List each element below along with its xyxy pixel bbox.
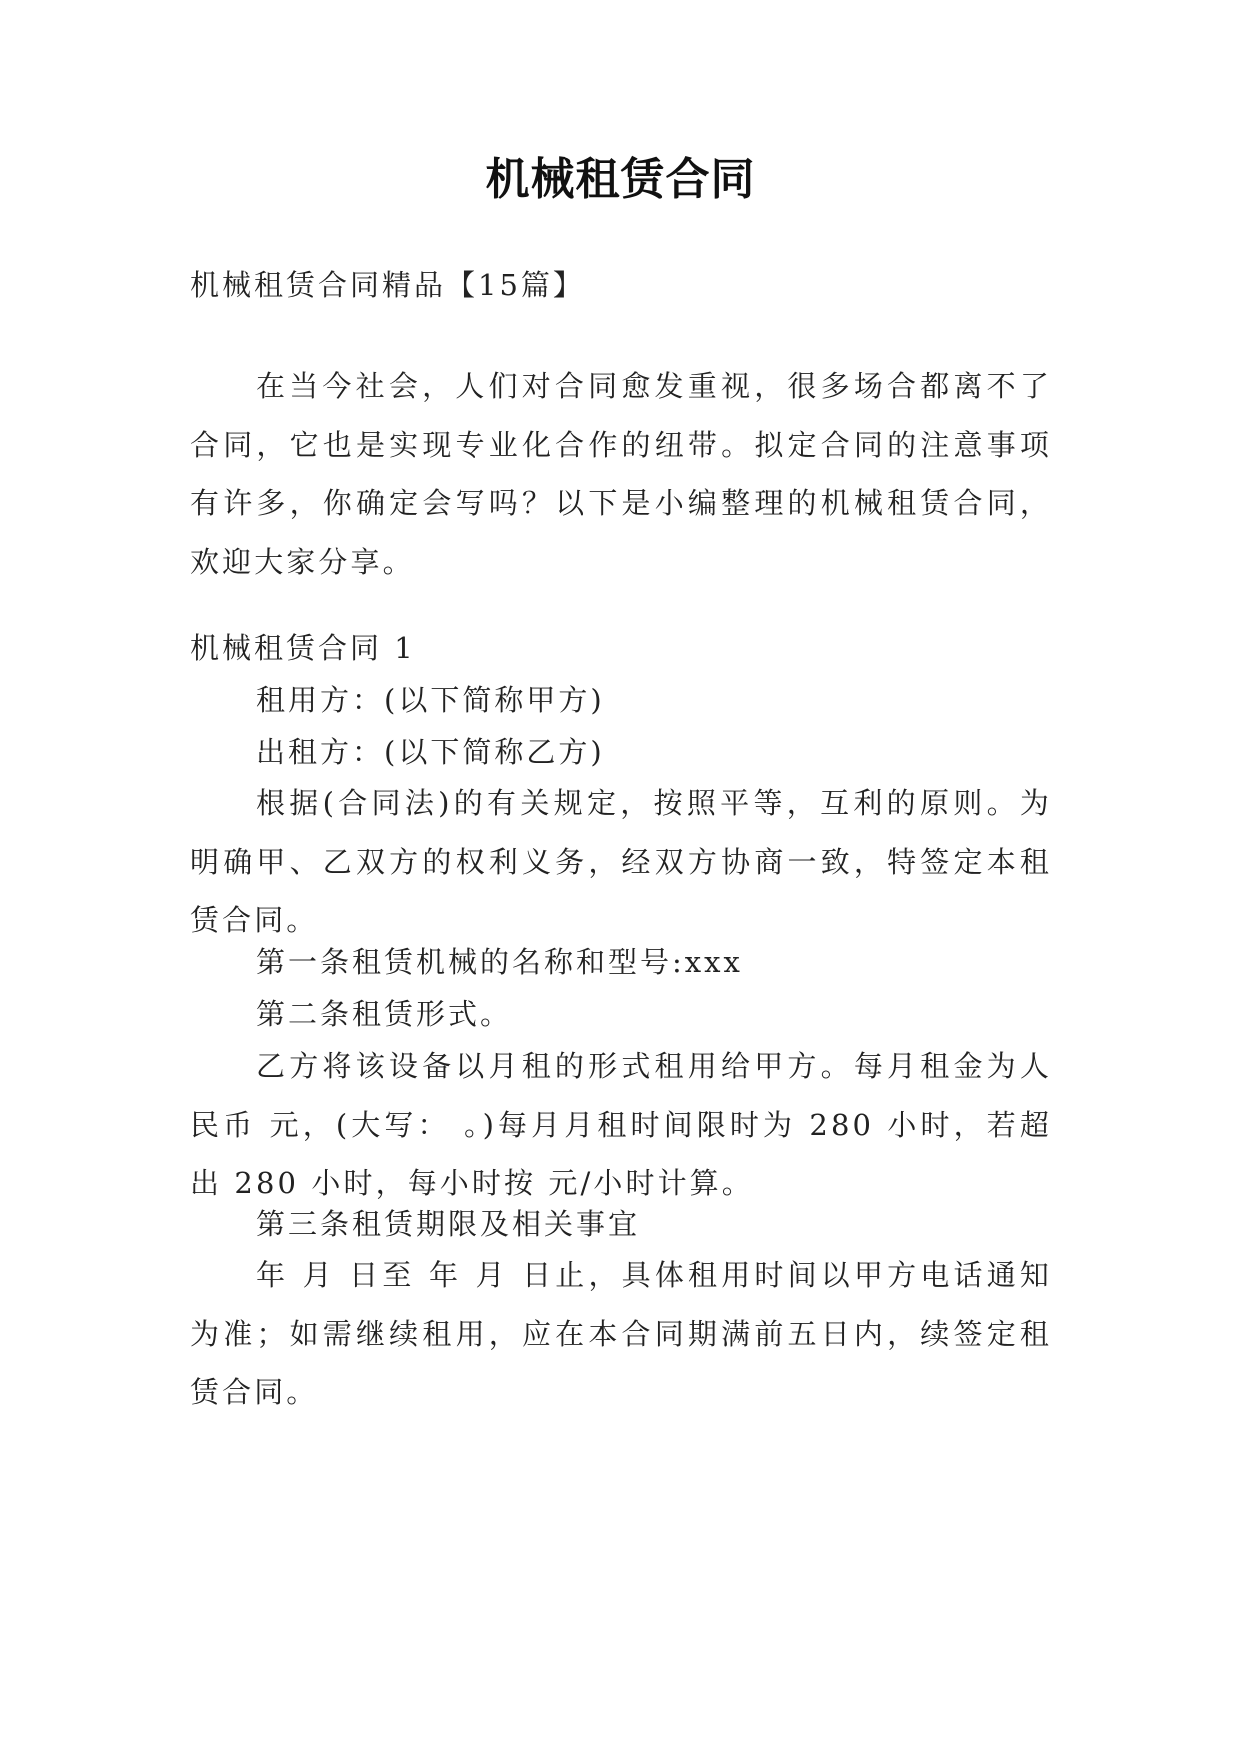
article-1: 第一条租赁机械的名称和型号:xxx bbox=[256, 945, 743, 979]
article-2-heading: 第二条租赁形式。 bbox=[256, 997, 513, 1031]
article-2-body: 乙方将该设备以月租的形式租用给甲方。每月租金为人民币 元，(大写： 。)每月月租时间限时为 280 小时，若超出 280 小时，每小时按 元/小时计算。 bbox=[190, 1049, 1052, 1200]
lessor-line: 出租方：(以下简称乙方) bbox=[256, 735, 605, 769]
intro-paragraph: 在当今社会，人们对合同愈发重视，很多场合都离不了合同，它也是实现专业化合作的纽带。拟定合同的注意事项有许多，你确定会写吗？以下是小编整理的机械租赁合同，欢迎大家分享。 bbox=[190, 369, 1052, 579]
lessee-line: 租用方：(以下简称甲方) bbox=[256, 683, 605, 717]
article-3-heading: 第三条租赁期限及相关事宜 bbox=[256, 1207, 641, 1241]
article-3-body: 年 月 日至 年 月 日止，具体租用时间以甲方电话通知为准；如需继续租用，应在本合同期满前五日内，续签定租赁合同。 bbox=[190, 1258, 1052, 1409]
preamble-paragraph: 根据(合同法)的有关规定，按照平等，互利的原则。为明确甲、乙双方的权利义务，经双方协商一致，特签定本租赁合同。 bbox=[190, 786, 1052, 937]
section-heading: 机械租赁合同 1 bbox=[190, 631, 416, 665]
document-subtitle: 机械租赁合同精品【15篇】 bbox=[190, 268, 585, 302]
document-title: 机械租赁合同 bbox=[485, 154, 756, 205]
